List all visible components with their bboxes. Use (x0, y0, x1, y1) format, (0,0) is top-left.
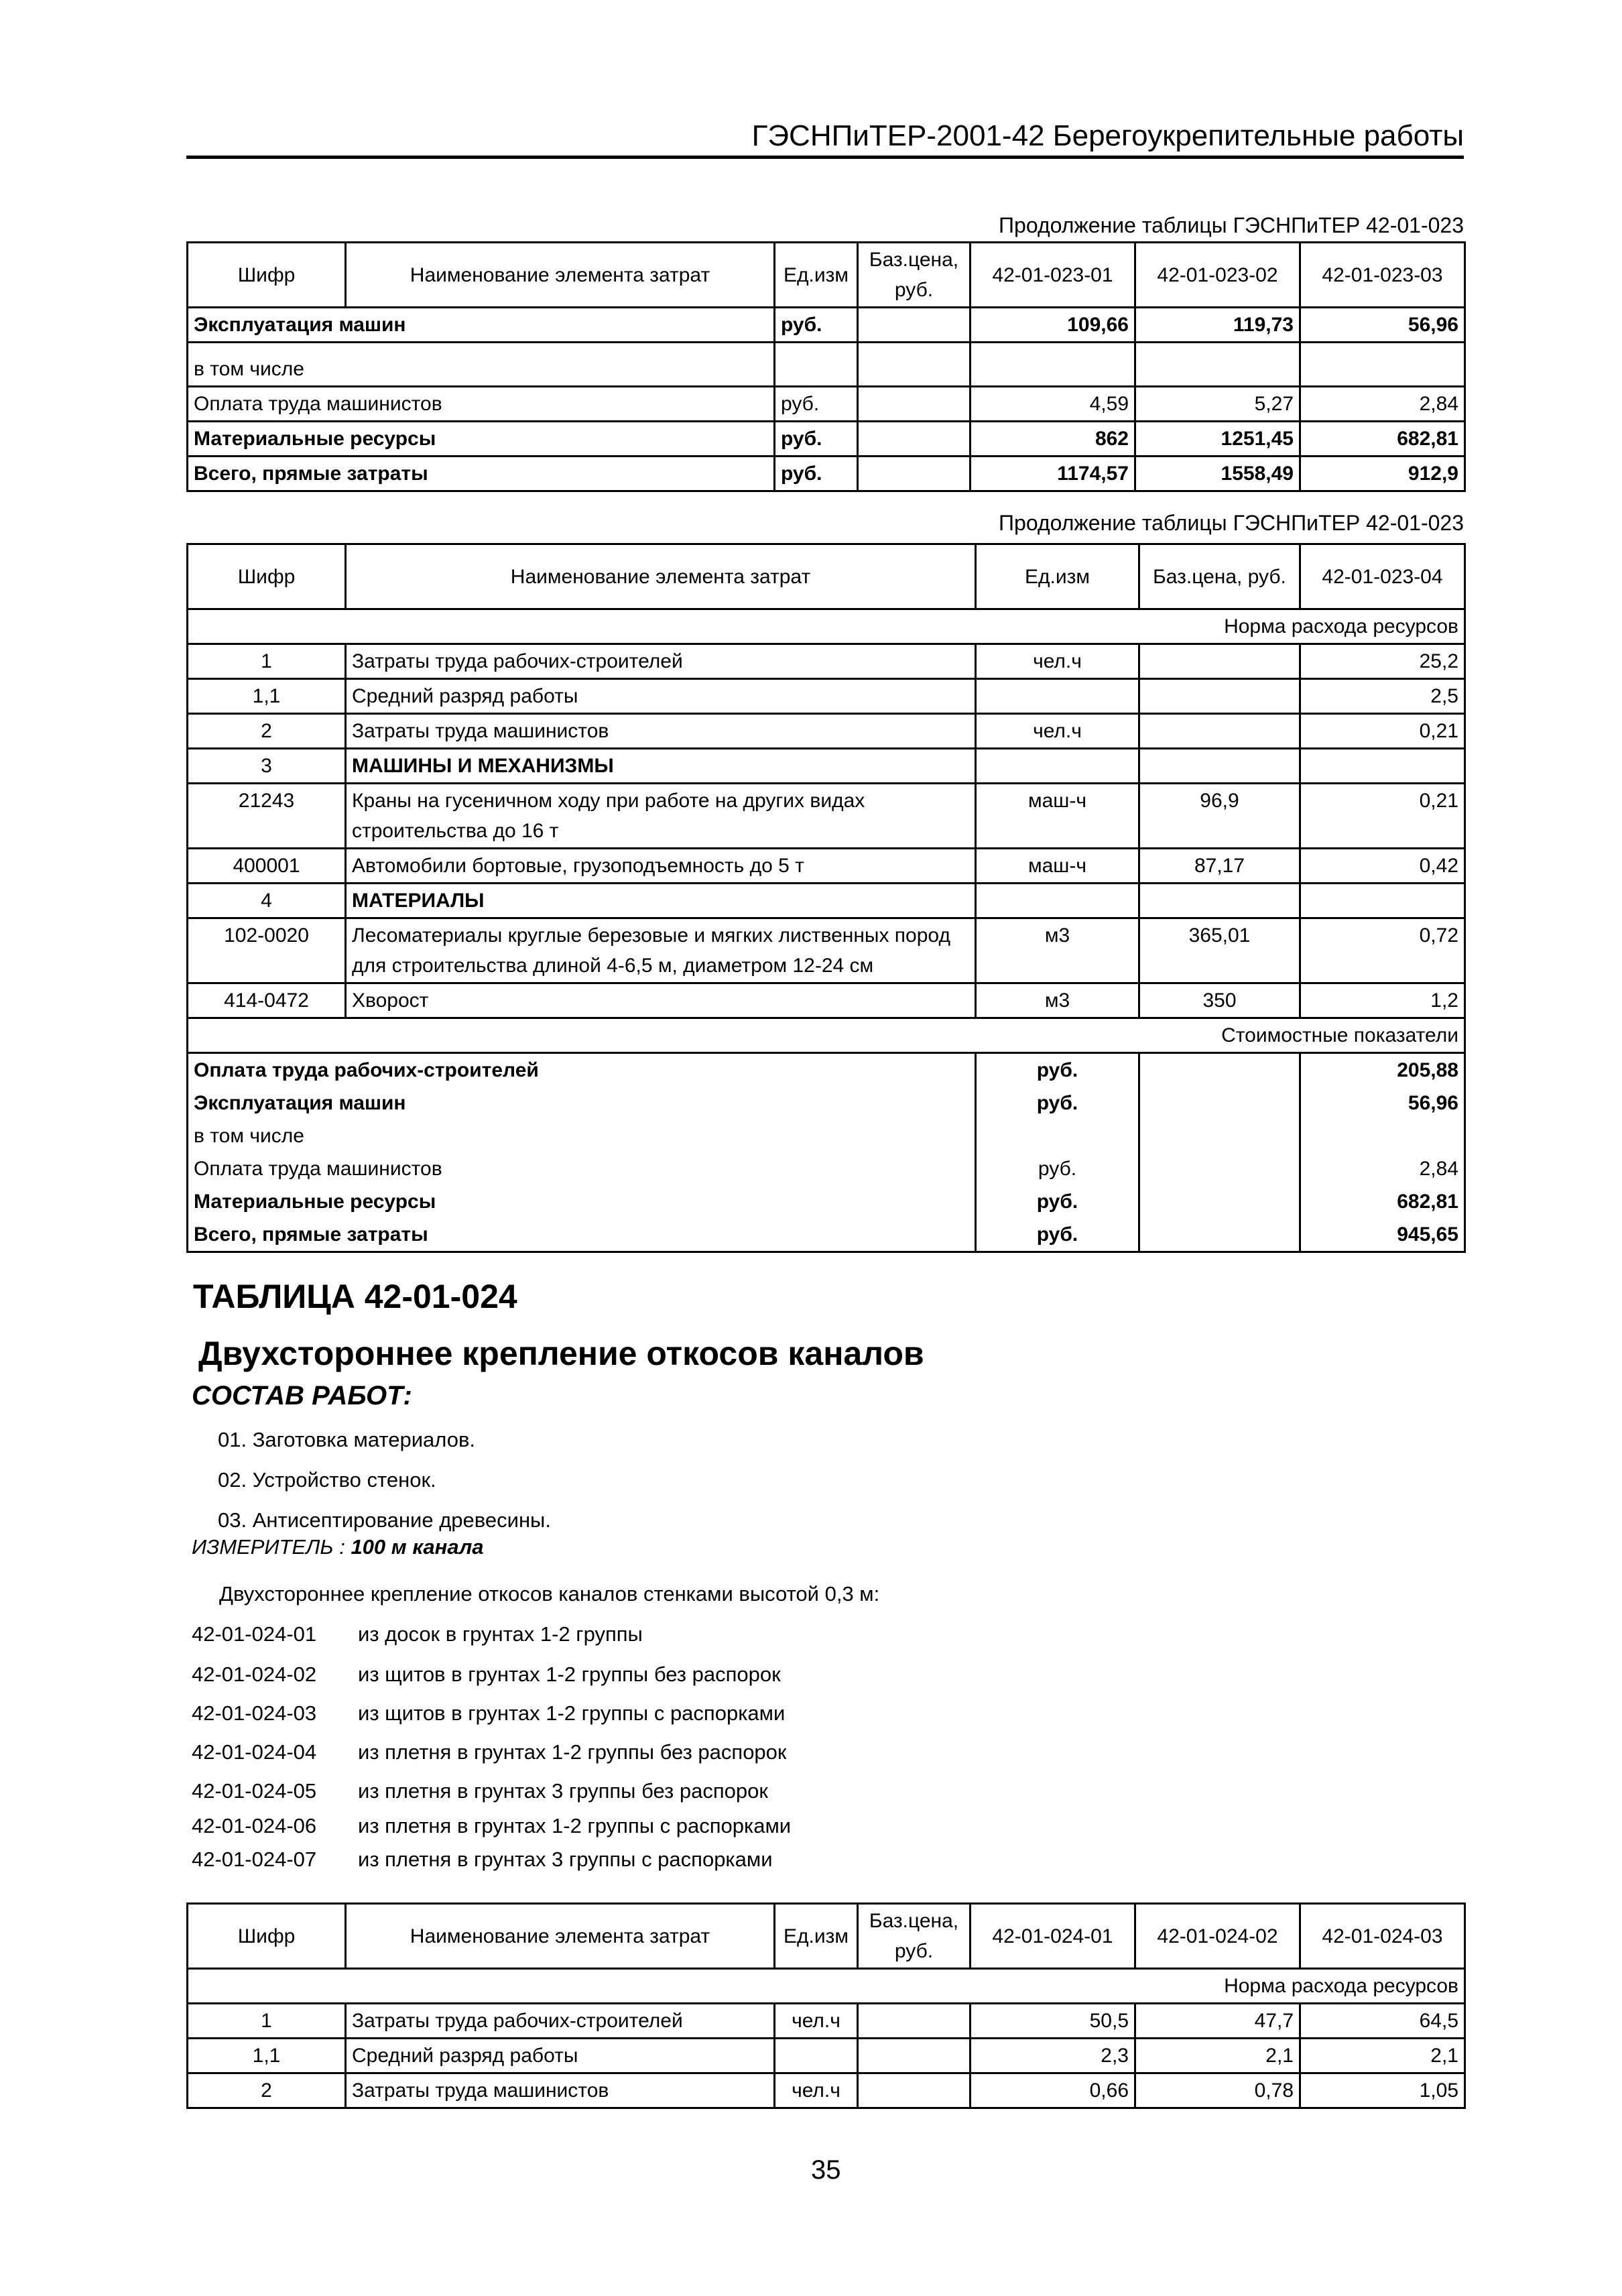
table2-cost-unit: руб. (976, 1152, 1139, 1185)
page-number: 35 (811, 2155, 841, 2185)
table1-row-v1: 1174,57 (971, 457, 1135, 491)
table2-cost-label: Стоимостные показатели (188, 1018, 1465, 1053)
table3-row-v3: 1,05 (1300, 2073, 1465, 2108)
table1-row-name: Материальные ресурсы (188, 422, 775, 457)
table1-row-v2: 1251,45 (1135, 422, 1300, 457)
table3-row-price (858, 2039, 971, 2073)
table2-row-price: 96,9 (1139, 784, 1300, 849)
table3-row-price (858, 2004, 971, 2039)
table-row (188, 2039, 1465, 2073)
section-title: ТАБЛИЦА 42-01-024 (193, 1278, 517, 1315)
table-row (188, 2004, 1465, 2039)
table2-row-price (1139, 884, 1300, 918)
item-code: 42-01-024-02 (192, 1663, 317, 1686)
table2-continuation: Продолжение таблицы ГЭСНПиТЕР 42-01-023 (999, 511, 1464, 535)
table3-row-price (858, 2073, 971, 2108)
item-desc: из плетня в грунтах 3 группы без распорок (358, 1779, 768, 1803)
table-row (188, 884, 1465, 918)
table1-header-col3: 42-01-023-03 (1300, 243, 1465, 308)
items-intro: Двухстороннее крепление откосов каналов стенками высотой 0,3 м: (219, 1582, 880, 1606)
table2-row-value: 1,2 (1300, 983, 1465, 1018)
work-item: 03. Антисептирование древесины. (218, 1508, 551, 1532)
table1-row-name: Всего, прямые затраты (188, 457, 775, 491)
table2-cost-value: 205,88 (1300, 1053, 1465, 1087)
item-code: 42-01-024-01 (192, 1622, 317, 1646)
table2-row-value (1300, 749, 1465, 784)
table1-row-v2: 1558,49 (1135, 457, 1300, 491)
table-row (188, 1152, 1465, 1185)
table-row (188, 983, 1465, 1018)
table1-continuation: Продолжение таблицы ГЭСНПиТЕР 42-01-023 (999, 213, 1464, 237)
table2-row-code: 4 (188, 884, 346, 918)
table2-row-code: 1 (188, 644, 346, 679)
table3-row-name: Затраты труда рабочих-строителей (346, 2004, 775, 2039)
item-desc: из досок в грунтах 1-2 группы (358, 1622, 643, 1646)
table1-row-v3: 2,84 (1300, 387, 1465, 422)
table1-header-col2: 42-01-023-02 (1135, 243, 1300, 308)
table2-row-unit (976, 679, 1139, 714)
measure-line (192, 1535, 484, 1559)
table1-row-v2: 5,27 (1135, 387, 1300, 422)
table2-row-price (1139, 749, 1300, 784)
table2-row-unit: маш-ч (976, 849, 1139, 884)
table1-row-v1 (971, 343, 1135, 387)
table2-row-value: 0,21 (1300, 714, 1465, 749)
table1-row-v3: 912,9 (1300, 457, 1465, 491)
running-title: ГЭСНПиТЕР-2001-42 Берегоукрепительные работы (751, 119, 1464, 152)
table3-row-v1: 2,3 (971, 2039, 1135, 2073)
table2-row-value: 0,42 (1300, 849, 1465, 884)
table-row (188, 1053, 1465, 1087)
item-desc: из плетня в грунтах 1-2 группы без распорок (358, 1740, 787, 1764)
table2-cost-value: 945,65 (1300, 1218, 1465, 1252)
table2-cost-value (1300, 1120, 1465, 1152)
table2-row-code: 1,1 (188, 679, 346, 714)
table1-header-unit: Ед.изм (775, 243, 858, 308)
table3-header-col2: 42-01-024-02 (1135, 1904, 1300, 1969)
table2-row-unit: чел.ч (976, 714, 1139, 749)
table1-row-v1: 862 (971, 422, 1135, 457)
table2-header-name: Наименование элемента затрат (346, 544, 976, 609)
header-rule (186, 156, 1464, 159)
table1-row-v3: 56,96 (1300, 308, 1465, 343)
table3-header-code: Шифр (188, 1904, 346, 1969)
table2-cost-value: 682,81 (1300, 1185, 1465, 1218)
table2-row-price (1139, 644, 1300, 679)
table3-row-name: Затраты труда машинистов (346, 2073, 775, 2108)
table1-header-name: Наименование элемента затрат (346, 243, 775, 308)
table1-row-v3 (1300, 343, 1465, 387)
table3-row-v1: 0,66 (971, 2073, 1135, 2108)
table1-row-unit: руб. (775, 308, 858, 343)
table3-row-v2: 47,7 (1135, 2004, 1300, 2039)
table2-row-unit: м3 (976, 918, 1139, 983)
table2-header-col1: 42-01-023-04 (1300, 544, 1465, 609)
table2-row-price: 87,17 (1139, 849, 1300, 884)
table3-row-v2: 0,78 (1135, 2073, 1300, 2108)
table2-header-price: Баз.цена, руб. (1139, 544, 1300, 609)
table2-cost-name: Всего, прямые затраты (188, 1218, 976, 1252)
item-desc: из плетня в грунтах 1-2 группы с распорками (358, 1814, 792, 1837)
table2-cost-unit: руб. (976, 1053, 1139, 1087)
table2-row-price (1139, 679, 1300, 714)
table2-cost-unit: руб. (976, 1087, 1139, 1120)
table2-row-unit (976, 884, 1139, 918)
table2-row-name: Краны на гусеничном ходу при работе на других видах строительства до 16 т (346, 784, 976, 849)
section-subtitle: Двухстороннее крепление откосов каналов (198, 1335, 924, 1372)
works-label: СОСТАВ РАБОТ: (192, 1381, 412, 1410)
table2-row-code: 400001 (188, 849, 346, 884)
table3-row-name: Средний разряд работы (346, 2039, 775, 2073)
table-row (188, 1218, 1465, 1252)
measure-label: ИЗМЕРИТЕЛЬ : (192, 1535, 345, 1559)
table-row (188, 714, 1465, 749)
table1-row-v1: 109,66 (971, 308, 1135, 343)
table1-row-v3: 682,81 (1300, 422, 1465, 457)
table2-row-name: Затраты труда рабочих-строителей (346, 644, 976, 679)
table2-row-value: 2,5 (1300, 679, 1465, 714)
table1-row-price (858, 343, 971, 387)
table3-row-v1: 50,5 (971, 2004, 1135, 2039)
table2-row-name: Затраты труда машинистов (346, 714, 976, 749)
table3 (186, 1902, 1466, 2109)
table-row (188, 422, 1465, 457)
table-row (188, 1185, 1465, 1218)
table2-row-unit (976, 749, 1139, 784)
table2-row-code: 21243 (188, 784, 346, 849)
table3-row-code: 1,1 (188, 2039, 346, 2073)
table1-row-unit: руб. (775, 387, 858, 422)
table2-row-code: 414-0472 (188, 983, 346, 1018)
item-code: 42-01-024-04 (192, 1740, 317, 1764)
table-row (188, 849, 1465, 884)
table2-row-unit: чел.ч (976, 644, 1139, 679)
table2-header-code: Шифр (188, 544, 346, 609)
table2-cost-unit: руб. (976, 1218, 1139, 1252)
table2-cost-name: Оплата труда рабочих-строителей (188, 1053, 976, 1087)
table3-norm-label: Норма расхода ресурсов (188, 1969, 1465, 2004)
table1-row-price (858, 422, 971, 457)
table1-header-price: Баз.цена, руб. (858, 243, 971, 308)
table2-cost-name: Материальные ресурсы (188, 1185, 976, 1218)
table2-row-name: МАШИНЫ И МЕХАНИЗМЫ (346, 749, 976, 784)
table3-row-code: 1 (188, 2004, 346, 2039)
table3-header-col3: 42-01-024-03 (1300, 1904, 1465, 1969)
work-item: 02. Устройство стенок. (218, 1468, 436, 1492)
table3-row-code: 2 (188, 2073, 346, 2108)
table2-cost-unit (976, 1120, 1139, 1152)
table3-row-unit (775, 2039, 858, 2073)
table2-row-price: 350 (1139, 983, 1300, 1018)
table2-row-name: Средний разряд работы (346, 679, 976, 714)
table-row (188, 1087, 1465, 1120)
table1-row-name: Оплата труда машинистов (188, 387, 775, 422)
table2-row-name: МАТЕРИАЛЫ (346, 884, 976, 918)
table1-row-unit (775, 343, 858, 387)
table1-header-code: Шифр (188, 243, 346, 308)
table2-cost-unit: руб. (976, 1185, 1139, 1218)
table2 (186, 543, 1466, 1253)
table1-row-v2 (1135, 343, 1300, 387)
table-row (188, 784, 1465, 849)
table-row (188, 387, 1465, 422)
table2-row-code: 2 (188, 714, 346, 749)
table2-cost-name: Эксплуатация машин (188, 1087, 976, 1120)
table1-row-name: в том числе (188, 343, 775, 387)
table2-row-unit: м3 (976, 983, 1139, 1018)
table2-header-unit: Ед.изм (976, 544, 1139, 609)
table1-row-price (858, 308, 971, 343)
table1-row-v2: 119,73 (1135, 308, 1300, 343)
table1-row-unit: руб. (775, 422, 858, 457)
table2-row-value: 0,21 (1300, 784, 1465, 849)
table2-cost-name: в том числе (188, 1120, 976, 1152)
table1-row-v1: 4,59 (971, 387, 1135, 422)
table3-row-unit: чел.ч (775, 2073, 858, 2108)
table1-row-price (858, 457, 971, 491)
table-row (188, 2073, 1465, 2108)
table3-header-unit: Ед.изм (775, 1904, 858, 1969)
table2-cost-value: 2,84 (1300, 1152, 1465, 1185)
item-code: 42-01-024-06 (192, 1814, 317, 1837)
table1-row-price (858, 387, 971, 422)
item-code: 42-01-024-03 (192, 1701, 317, 1725)
table2-row-code: 3 (188, 749, 346, 784)
table2-row-name: Автомобили бортовые, грузоподъемность до 5 т (346, 849, 976, 884)
item-desc: из щитов в грунтах 1-2 группы без распорок (358, 1663, 781, 1686)
table2-row-price: 365,01 (1139, 918, 1300, 983)
measure-value: 100 м канала (351, 1535, 484, 1559)
table3-header-name: Наименование элемента затрат (346, 1904, 775, 1969)
table-row (188, 749, 1465, 784)
table2-row-value: 0,72 (1300, 918, 1465, 983)
table-row (188, 457, 1465, 491)
table2-row-unit: маш-ч (976, 784, 1139, 849)
table3-row-v3: 2,1 (1300, 2039, 1465, 2073)
table2-row-price (1139, 714, 1300, 749)
table2-cost-value: 56,96 (1300, 1087, 1465, 1120)
table3-row-unit: чел.ч (775, 2004, 858, 2039)
table-row (188, 918, 1465, 983)
table2-row-name: Лесоматериалы круглые березовые и мягких лиственных пород для строительства длиной 4-6,5 м, диаметром 12-24 см (346, 918, 976, 983)
item-code: 42-01-024-05 (192, 1779, 317, 1803)
work-item: 01. Заготовка материалов. (218, 1428, 476, 1451)
table-row (188, 644, 1465, 679)
table3-header-price: Баз.цена, руб. (858, 1904, 971, 1969)
table-row (188, 1120, 1465, 1152)
item-code: 42-01-024-07 (192, 1848, 317, 1871)
table1-row-unit: руб. (775, 457, 858, 491)
table-row (188, 308, 1465, 343)
table-row (188, 343, 1465, 387)
table2-cost-name: Оплата труда машинистов (188, 1152, 976, 1185)
table2-row-value (1300, 884, 1465, 918)
item-desc: из плетня в грунтах 3 группы с распорками (358, 1848, 773, 1871)
table1 (186, 241, 1466, 492)
table2-norm-label: Норма расхода ресурсов (188, 609, 1465, 644)
table2-row-code: 102-0020 (188, 918, 346, 983)
table3-header-col1: 42-01-024-01 (971, 1904, 1135, 1969)
table3-row-v2: 2,1 (1135, 2039, 1300, 2073)
table2-row-name: Хворост (346, 983, 976, 1018)
table-row (188, 679, 1465, 714)
item-desc: из щитов в грунтах 1-2 группы с распорками (358, 1701, 786, 1725)
table2-row-value: 25,2 (1300, 644, 1465, 679)
table1-row-name: Эксплуатация машин (188, 308, 775, 343)
table3-row-v3: 64,5 (1300, 2004, 1465, 2039)
table1-header-col1: 42-01-023-01 (971, 243, 1135, 308)
